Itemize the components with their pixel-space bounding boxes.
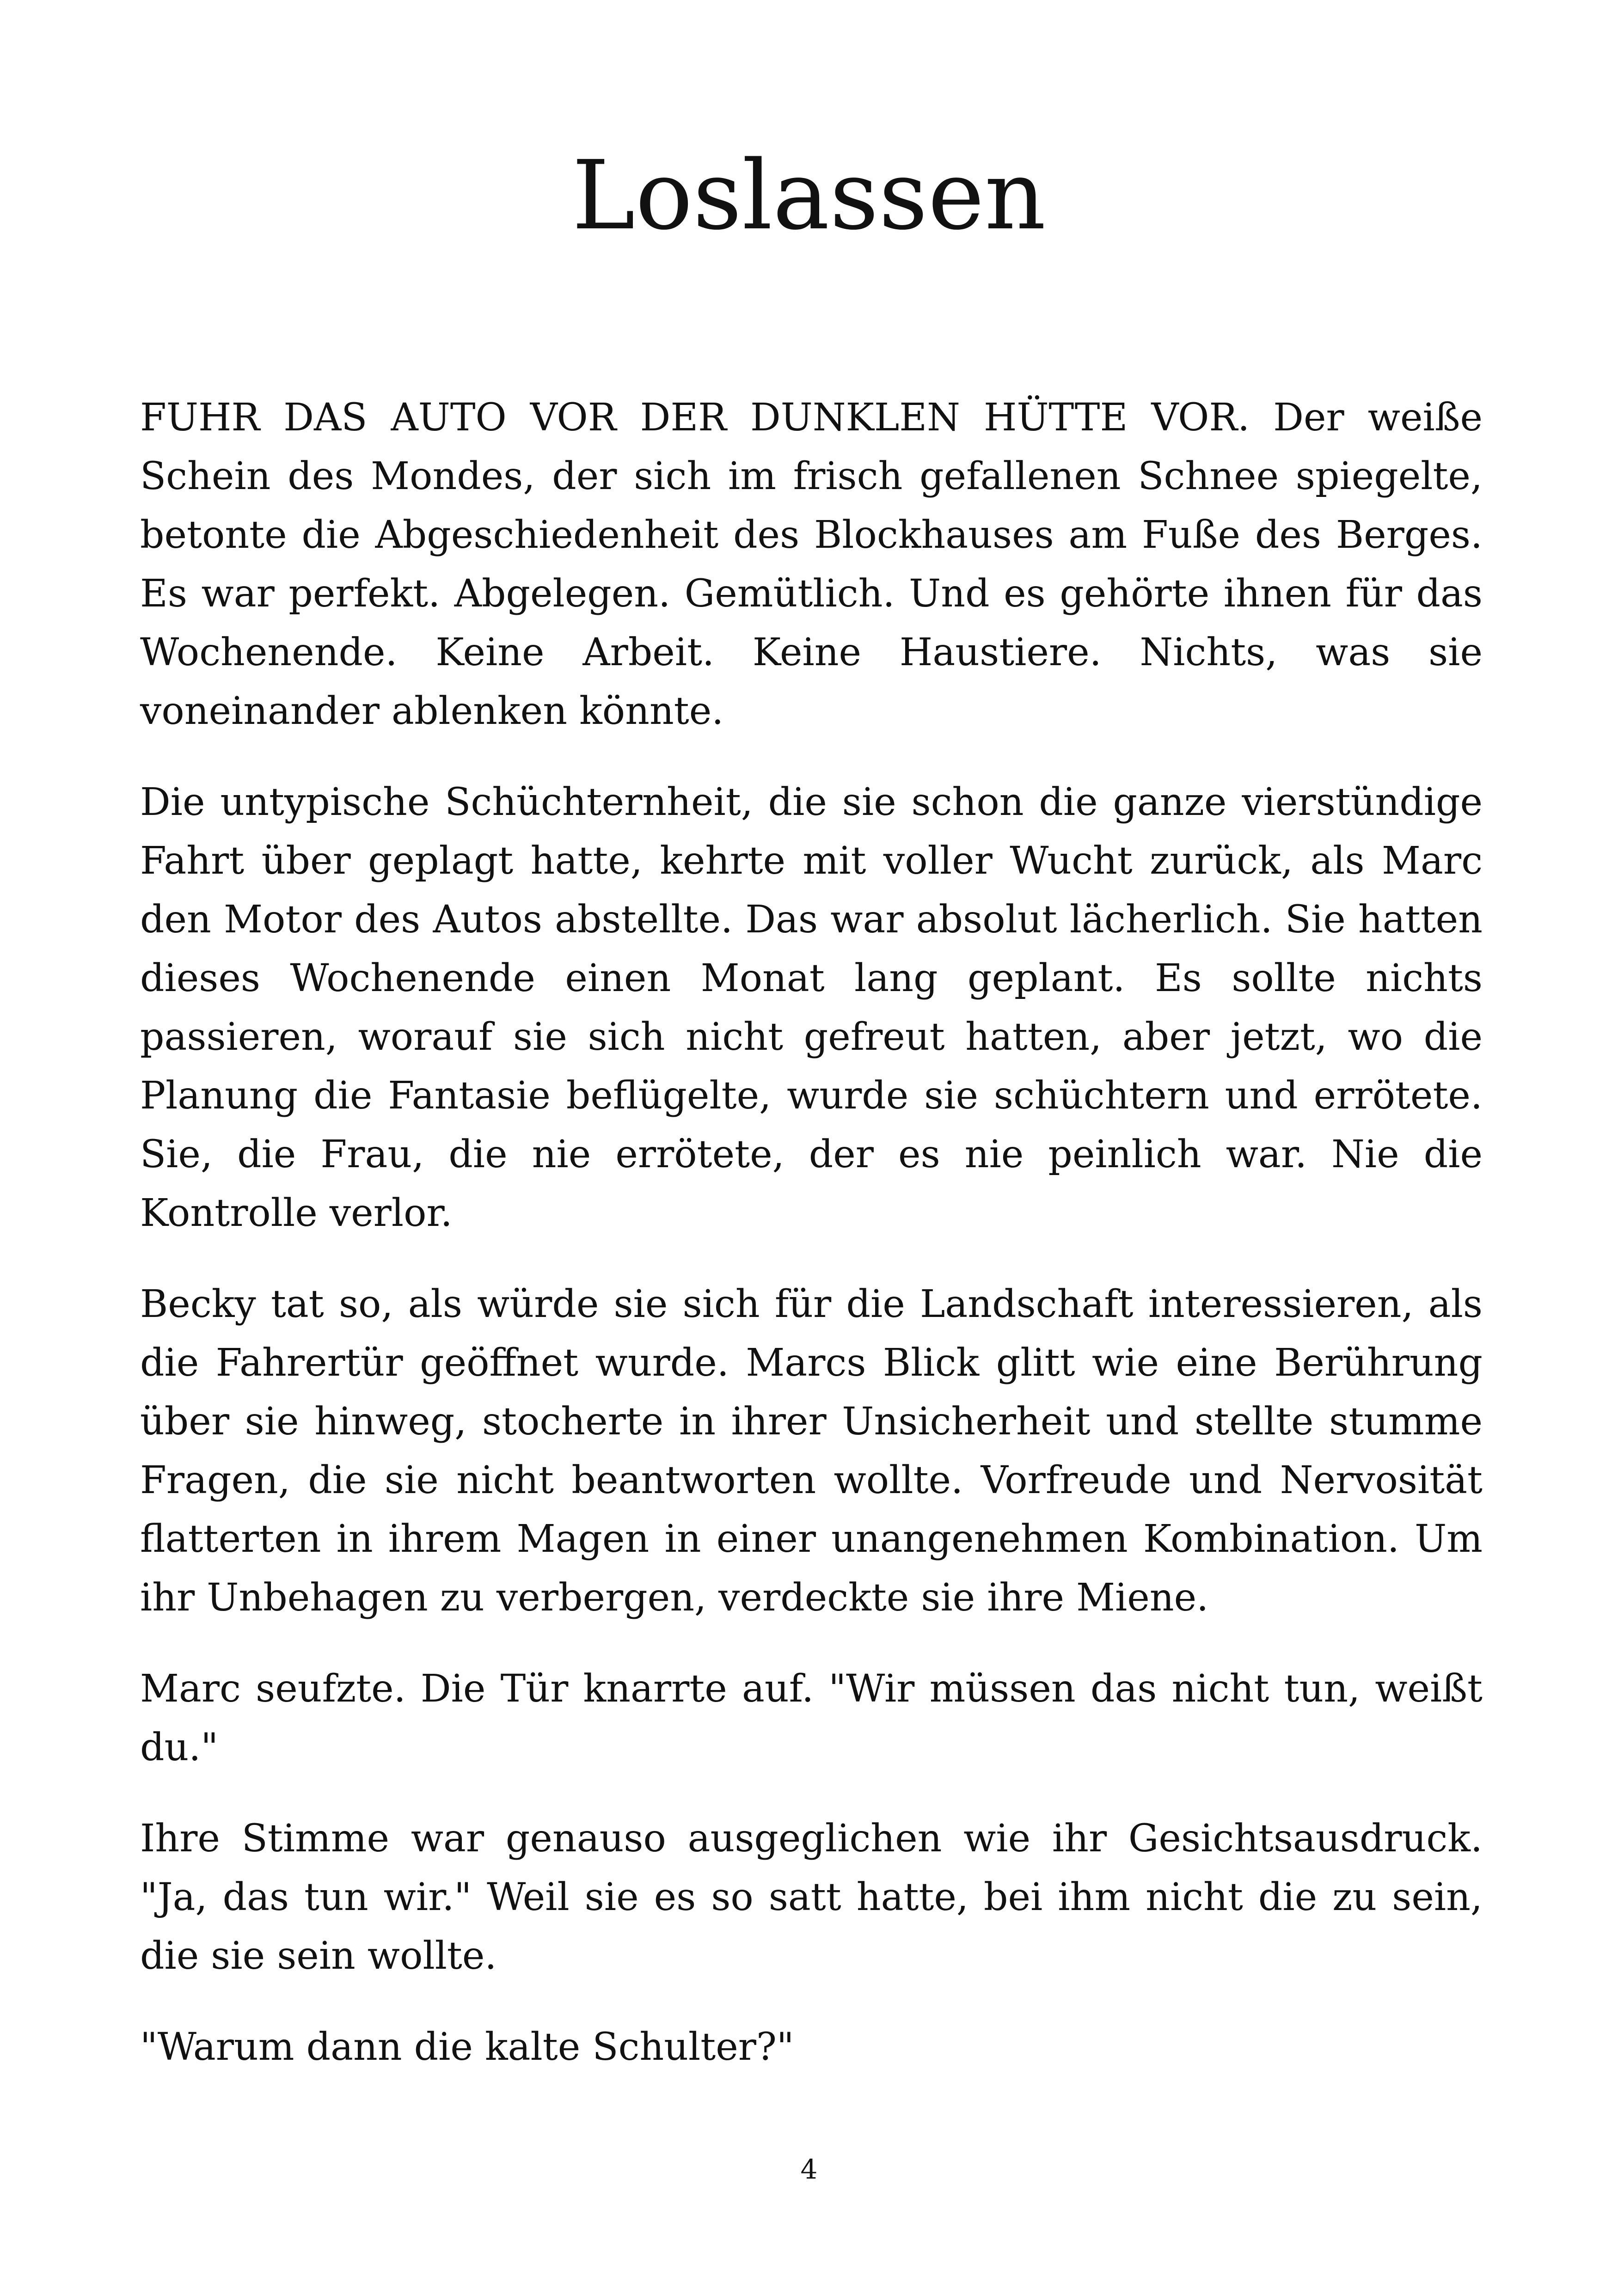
paragraph: "Warum dann die kalte Schulter?"	[140, 2025, 794, 2069]
paragraph: FUHR DAS AUTO VOR DER DUNKLEN HÜTTE VOR. Der weiße Schein des Mondes, der sich im frisch gefallenen Schnee spiegelte, betonte die Abgeschiedenheit des Blockhauses am Fuße des Berges. Es war perfekt. Abgelegen. Gemütlich. Und es gehörte ihnen für das Wochenende. Keine Arbeit. Keine Haustiere. Nichts, was sie voneinander ablenken könnte.	[140, 396, 1483, 733]
paragraph: Ihre Stimme war genauso ausgeglichen wie ihr Gesichtsausdruck. "Ja, das tun wir." Weil sie es so satt hatte, bei ihm nicht die zu sein, die sie sein wollte.	[140, 1817, 1483, 1978]
paragraph: Marc seufzte. Die Tür knarrte auf. "Wir müssen das nicht tun, weißt du."	[140, 1667, 1483, 1769]
chapter-body	[140, 388, 1483, 2109]
paragraph: Becky tat so, als würde sie sich für die Landschaft interessieren, als die Fahrertür geöffnet wurde. Marcs Blick glitt wie eine Berührung über sie hinweg, stocherte in ihrer Unsicherheit und stellte stumme Fragen, die sie nicht beantworten wollte. Vorfreude und Nervosität flatterten in ihrem Magen in einer unangenehmen Kombination. Um ihr Unbehagen zu verbergen, verdeckte sie ihre Miene.	[140, 1282, 1483, 1620]
page-number: 4	[800, 2154, 818, 2185]
chapter-title: Loslassen	[572, 140, 1046, 251]
paragraph: Die untypische Schüchternheit, die sie schon die ganze vierstündige Fahrt über geplagt hatte, kehrte mit voller Wucht zurück, als Marc den Motor des Autos abstellte. Das war absolut lächerlich. Sie hatten dieses Wochenende einen Monat lang geplant. Es sollte nichts passieren, worauf sie sich nicht gefreut hatten, aber jetzt, wo die Planung die Fantasie beflügelte, wurde sie schüchtern und errötete. Sie, die Frau, die nie errötete, der es nie peinlich war. Nie die Kontrolle verlor.	[140, 780, 1483, 1235]
